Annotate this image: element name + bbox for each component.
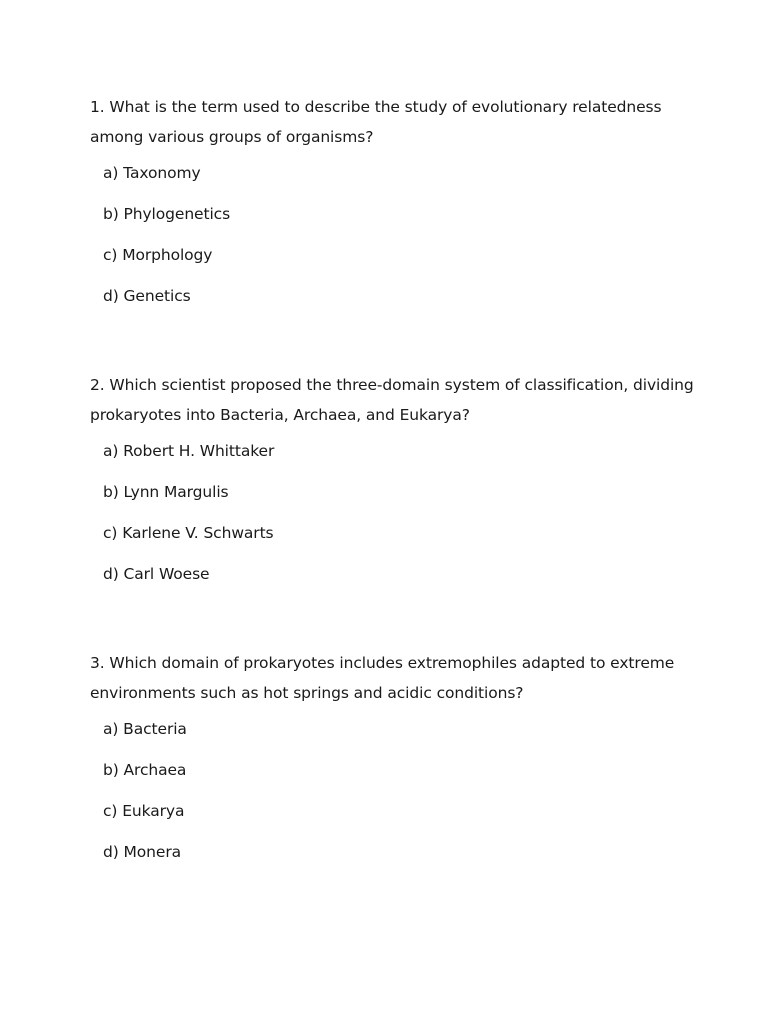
question-1 (90, 92, 690, 327)
question-text-line: 1. What is the term used to describe the study of evolutionary relatedness (90, 98, 662, 116)
answer-option-a: a) Taxonomy (103, 164, 201, 182)
answer-option-b: b) Phylogenetics (103, 205, 231, 223)
question-text-line: prokaryotes into Bacteria, Archaea, and Eukarya? (90, 406, 470, 424)
question-text-line: 2. Which scientist proposed the three-domain system of classification, dividing (90, 376, 694, 394)
answer-option-c: c) Morphology (103, 246, 213, 264)
question-3 (90, 648, 690, 883)
answer-option-d: d) Genetics (103, 287, 191, 305)
answer-options (103, 719, 690, 862)
question-text-line: 3. Which domain of prokaryotes includes extremophiles adapted to extreme (90, 654, 675, 672)
answer-option-b: b) Archaea (103, 761, 187, 779)
answer-option-d: d) Monera (103, 843, 182, 861)
answer-option-a: a) Robert H. Whittaker (103, 442, 275, 460)
answer-options (103, 441, 690, 584)
answer-option-c: c) Eukarya (103, 802, 185, 820)
answer-options (103, 163, 690, 306)
question-text-line: among various groups of organisms? (90, 128, 374, 146)
question-2 (90, 370, 694, 605)
question-text-line: environments such as hot springs and acidic conditions? (90, 684, 524, 702)
answer-option-b: b) Lynn Margulis (103, 483, 229, 501)
answer-option-a: a) Bacteria (103, 720, 187, 738)
answer-option-d: d) Carl Woese (103, 565, 210, 583)
answer-option-c: c) Karlene V. Schwarts (103, 524, 274, 542)
